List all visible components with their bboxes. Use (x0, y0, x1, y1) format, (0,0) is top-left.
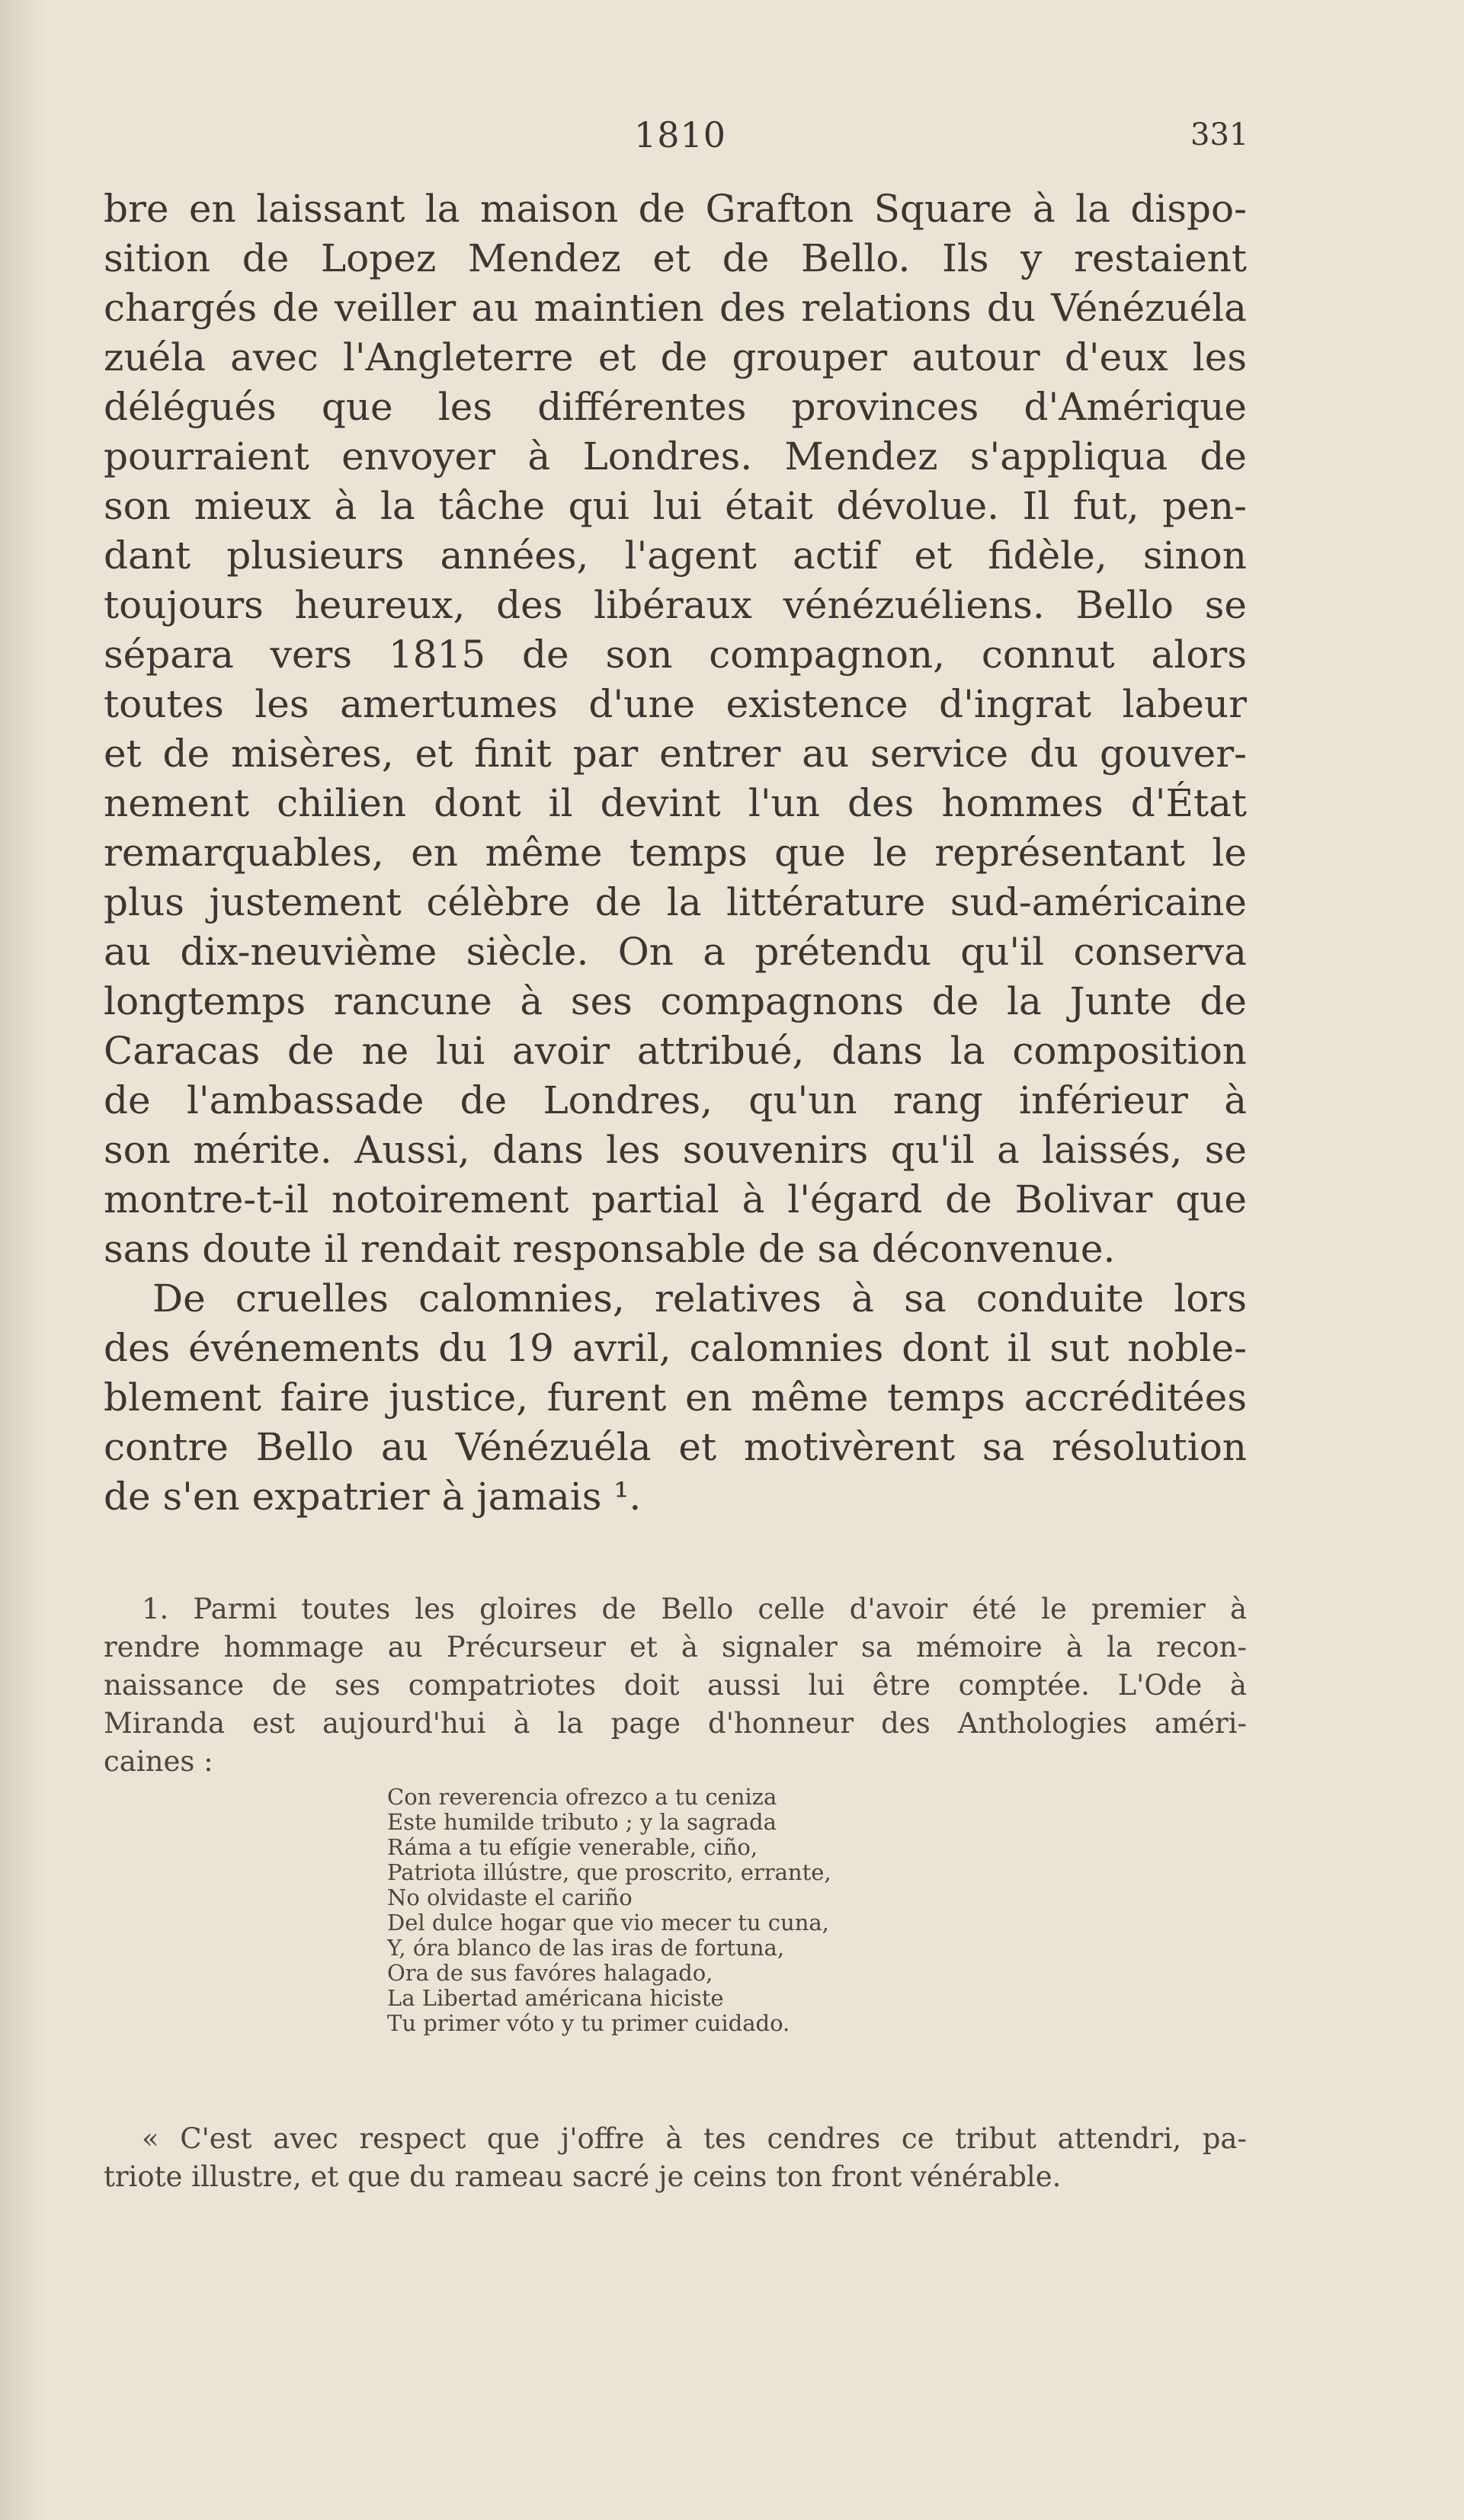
footnote-line: caines : (104, 1745, 213, 1778)
text-line: toutes les amertumes d'une existence d'ingrat labeur (104, 682, 1247, 726)
running-head-year: 1810 (634, 114, 727, 155)
text-line: chargés de veiller au maintien des relations du Vénézuéla (104, 286, 1247, 330)
translation-line: « C'est avec respect que j'offre à tes cendres ce tribut attendri, pa- (142, 2122, 1247, 2155)
text-line: son mieux à la tâche qui lui était dévolue. Il fut, pen- (104, 484, 1247, 528)
poem-quotation (387, 1785, 831, 2036)
poem-line: No olvidaste el cariño (387, 1884, 633, 1910)
text-line: dant plusieurs années, l'agent actif et fidèle, sinon (104, 533, 1247, 578)
page-edge-shadow (0, 0, 46, 2520)
text-line: contre Bello au Vénézuéla et motivèrent sa résolution (104, 1425, 1247, 1469)
text-line: pourraient envoyer à Londres. Mendez s'appliqua de (104, 434, 1247, 479)
poem-line: Tu primer vóto y tu primer cuidado. (387, 2010, 790, 2036)
text-line: de l'ambassade de Londres, qu'un rang inférieur à (104, 1078, 1247, 1122)
footnote-line: naissance de ses compatriotes doit aussi lui être comptée. L'Ode à (104, 1669, 1247, 1702)
poem-line: Y, óra blanco de las iras de fortuna, (387, 1935, 785, 1961)
text-line: remarquables, en même temps que le représentant le (104, 831, 1247, 875)
poem-line: Del dulce hogar que vio mecer tu cuna, (387, 1910, 829, 1936)
poem-line: Ora de sus favóres halagado, (387, 1960, 713, 1986)
text-line: sans doute il rendait responsable de sa déconvenue. (104, 1227, 1116, 1271)
text-line: et de misères, et finit par entrer au service du gouver- (104, 732, 1247, 776)
text-line: sition de Lopez Mendez et de Bello. Ils y restaient (104, 236, 1247, 280)
footnote (104, 1590, 1247, 1781)
text-line: plus justement célèbre de la littérature sud-américaine (104, 880, 1247, 924)
poem-line: La Libertad américana hiciste (387, 1985, 724, 2011)
text-line: son mérite. Aussi, dans les souvenirs qu'il a laissés, se (104, 1128, 1247, 1172)
text-line: de s'en expatrier à jamais ¹. (104, 1475, 642, 1519)
footnote-line: rendre hommage au Précurseur et à signaler sa mémoire à la recon- (104, 1631, 1247, 1663)
running-head (0, 114, 1464, 168)
footnote-line: Miranda est aujourd'hui à la page d'honneur des Anthologies améri- (104, 1707, 1247, 1740)
footnote-translation (104, 2120, 1247, 2196)
page-number: 331 (1190, 117, 1249, 152)
text-line: zuéla avec l'Angleterre et de grouper autour d'eux les (104, 335, 1247, 379)
text-line: délégués que les différentes provinces d'Amérique (104, 385, 1247, 429)
poem-line: Este humilde tributo ; y la sagrada (387, 1809, 777, 1835)
text-line: bre en laissant la maison de Grafton Square à la dispo- (104, 187, 1247, 231)
translation-line: triote illustre, et que du rameau sacré je ceins ton front vénérable. (104, 2160, 1062, 2193)
text-line: montre-t-il notoirement partial à l'égard de Bolivar que (104, 1177, 1247, 1222)
text-line: des événements du 19 avril, calomnies dont il sut noble- (104, 1326, 1247, 1370)
poem-line: Con reverencia ofrezco a tu ceniza (387, 1784, 777, 1810)
text-line: au dix-neuvième siècle. On a prétendu qu'il conserva (104, 930, 1247, 974)
poem-line: Ráma a tu efígie venerable, ciño, (387, 1834, 758, 1860)
text-line: sépara vers 1815 de son compagnon, connut alors (104, 632, 1247, 677)
poem-line: Patriota illústre, que proscrito, errante, (387, 1859, 831, 1885)
text-line: toujours heureux, des libéraux vénézuéliens. Bello se (104, 583, 1247, 627)
footnote-line: 1. Parmi toutes les gloires de Bello celle d'avoir été le premier à (142, 1593, 1247, 1625)
text-line: De cruelles calomnies, relatives à sa conduite lors (152, 1276, 1247, 1321)
text-line: nement chilien dont il devint l'un des hommes d'État (104, 781, 1247, 825)
text-line: longtemps rancune à ses compagnons de la Junte de (104, 979, 1247, 1023)
text-line: blement faire justice, furent en même temps accréditées (104, 1375, 1247, 1420)
main-text (104, 184, 1247, 1522)
text-line: Caracas de ne lui avoir attribué, dans la composition (104, 1029, 1247, 1073)
